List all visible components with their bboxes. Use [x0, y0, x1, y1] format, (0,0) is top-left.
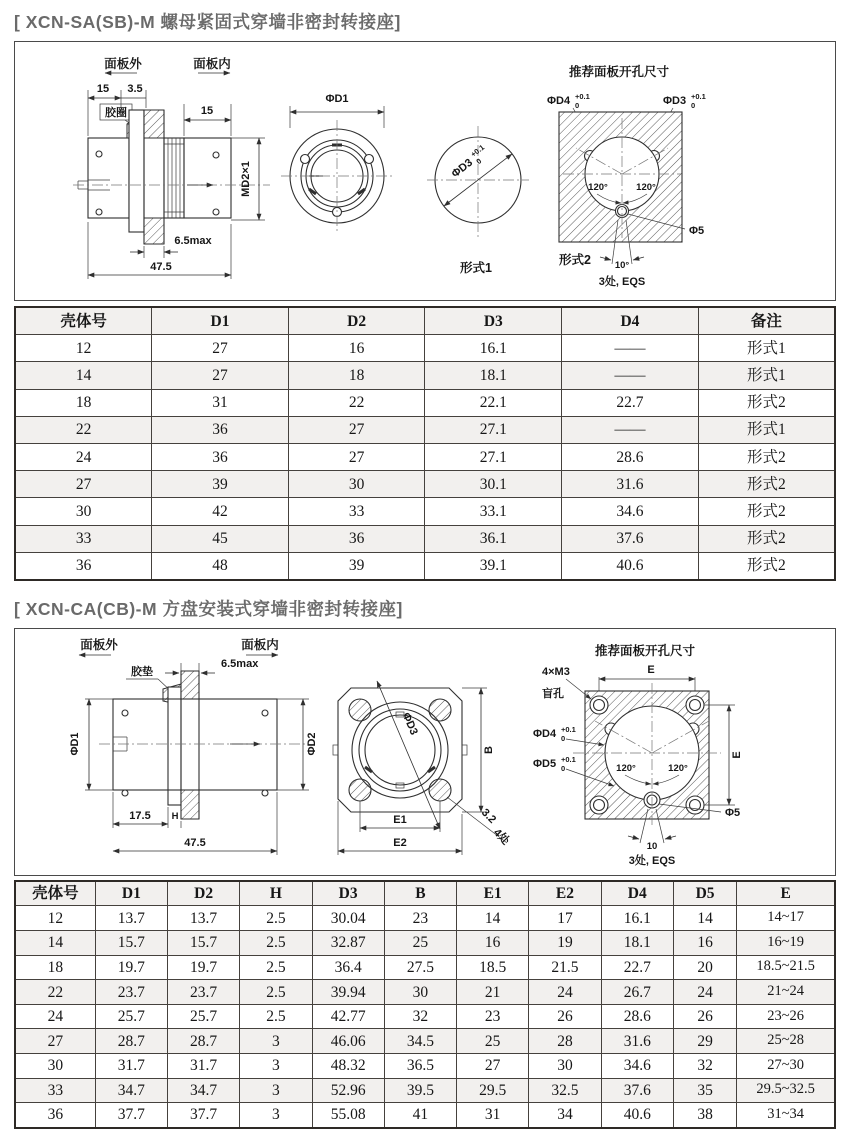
column-header: 壳体号: [15, 881, 95, 906]
angle-120-right: 120°: [668, 762, 688, 774]
places-note: 3处, EQS: [628, 854, 676, 867]
table-cell: 36: [288, 525, 425, 552]
table-row: [15, 471, 835, 498]
table-cell: 31.6: [562, 471, 699, 498]
dim-d2-label: [306, 732, 318, 755]
table-cell: 2.5: [240, 1004, 312, 1029]
table-cell: 31.6: [601, 1029, 673, 1054]
section1-technical-drawing: [15, 42, 835, 295]
places-note: 3处, EQS: [598, 276, 646, 288]
left-shell-body: [88, 138, 129, 218]
mounting-hole: [429, 699, 451, 721]
screw-hole: [686, 696, 704, 714]
table-row: [15, 980, 835, 1005]
bayonet-lug: [301, 155, 310, 164]
table-cell: 18.5~21.5: [737, 955, 835, 980]
svg-text:4处: 4处: [490, 826, 512, 848]
blind-hole-label: 盲孔: [542, 687, 564, 700]
table-cell: 3: [240, 1103, 312, 1128]
table-cell: 3: [240, 1078, 312, 1103]
table-cell: 32.5: [529, 1078, 601, 1103]
table-cell: 38: [673, 1103, 736, 1128]
table-cell: 27: [457, 1054, 529, 1079]
column-header: B: [384, 881, 456, 906]
table-cell: 36: [152, 416, 289, 443]
section1-title: [ XCN-SA(SB)-M 螺母紧固式穿墙非密封转接座]: [14, 12, 401, 32]
angle-10-label: 10: [646, 840, 658, 852]
table-cell: 36.1: [425, 525, 562, 552]
column-header: D1: [95, 881, 167, 906]
column-header: D2: [288, 307, 425, 335]
table-cell: 2.5: [240, 906, 312, 931]
table-row: [15, 1078, 835, 1103]
table-cell: 23: [457, 1004, 529, 1029]
column-header: D3: [312, 881, 384, 906]
table-cell: ——: [562, 362, 699, 389]
table-cell: 37.6: [562, 525, 699, 552]
table-cell: ——: [562, 416, 699, 443]
coupling-nut: [164, 138, 184, 218]
table-cell: 32: [673, 1054, 736, 1079]
right-shell-body: [184, 138, 231, 218]
table-header-row: [15, 307, 835, 335]
side-section-view: [73, 56, 270, 279]
table-cell: 32: [384, 1004, 456, 1029]
cutout-title: 推荐面板开孔尺寸: [568, 65, 670, 79]
table-cell: 形式1: [698, 362, 835, 389]
table-cell: 18.1: [425, 362, 562, 389]
table-cell: 14: [673, 906, 736, 931]
table-cell: 39: [288, 552, 425, 580]
flange-plate: [129, 110, 144, 232]
section-xcn-ca: [14, 596, 836, 1129]
table-cell: 42: [152, 498, 289, 525]
table-cell: 12: [15, 906, 95, 931]
dim-d4-tolerance-label: [547, 92, 590, 110]
table-cell: 23~26: [737, 1004, 835, 1029]
table-cell: 27: [152, 362, 289, 389]
dim-3-5: 3.5: [127, 83, 143, 95]
column-header: D3: [425, 307, 562, 335]
table-cell: 23.7: [95, 980, 167, 1005]
panel-wall-upper: [181, 671, 199, 699]
svg-text:+0.1: +0.1: [561, 754, 576, 764]
svg-text:ΦD5: ΦD5: [533, 757, 557, 770]
table-cell: 18.1: [601, 931, 673, 956]
table-cell: 22.1: [425, 389, 562, 416]
table-cell: 2.5: [240, 980, 312, 1005]
table-cell: 26.7: [601, 980, 673, 1005]
dim-d1-label: ΦD1: [325, 93, 349, 105]
table-cell: 36.5: [384, 1054, 456, 1079]
type1-caption: 形式1: [460, 261, 492, 275]
section1-spec-table: [14, 306, 836, 581]
column-header: D5: [673, 881, 736, 906]
svg-text:ΦD3: ΦD3: [663, 95, 687, 107]
dim-d1-label: [69, 732, 81, 755]
section1-drawing-box: [14, 41, 836, 301]
column-header: 壳体号: [15, 307, 152, 335]
column-header: D4: [562, 307, 699, 335]
table-cell: ——: [562, 335, 699, 362]
svg-text:B: B: [483, 745, 495, 754]
table-cell: 34.7: [95, 1078, 167, 1103]
svg-text:0: 0: [691, 101, 696, 110]
section2-technical-drawing: [15, 629, 835, 870]
table-row: [15, 1103, 835, 1128]
table-cell: 16: [457, 931, 529, 956]
section-xcn-sa: [14, 9, 836, 581]
svg-text:ΦD3: ΦD3: [399, 710, 420, 737]
table-cell: 30: [384, 980, 456, 1005]
table-row: [15, 362, 835, 389]
table-cell: 39: [152, 471, 289, 498]
table-cell: 24: [15, 443, 152, 470]
table-cell: 21.5: [529, 955, 601, 980]
table-cell: 12: [15, 335, 152, 362]
table-row: [15, 389, 835, 416]
dim-e1-label: E1: [393, 813, 407, 826]
table-cell: 形式1: [698, 416, 835, 443]
dim-e2-label: E2: [393, 836, 407, 849]
table-cell: 41: [384, 1103, 456, 1128]
table-cell: 18: [15, 955, 95, 980]
table-cell: 30: [288, 471, 425, 498]
table-cell: 37.7: [167, 1103, 239, 1128]
table-cell: 30: [15, 498, 152, 525]
surface-roughness-label: [479, 807, 498, 826]
table-cell: 22.7: [601, 955, 673, 980]
table-cell: 26: [673, 1004, 736, 1029]
table-cell: 27~30: [737, 1054, 835, 1079]
table-cell: 20: [673, 955, 736, 980]
dim-d4-tolerance-label: [533, 725, 576, 743]
table-cell: 40.6: [601, 1103, 673, 1128]
svg-text:MD2×1: MD2×1: [240, 161, 252, 197]
table-row: [15, 1029, 835, 1054]
svg-text:0: 0: [561, 733, 566, 743]
panel-wall-lower: [144, 218, 164, 244]
table-cell: 29.5: [457, 1078, 529, 1103]
table-row: [15, 443, 835, 470]
table-cell: 18.5: [457, 955, 529, 980]
screw-hole: [590, 796, 608, 814]
places-4-label: [491, 825, 513, 847]
panel-inside-label: 面板内: [193, 57, 231, 71]
svg-text:ΦD3: ΦD3: [449, 156, 476, 181]
table-cell: 30: [529, 1054, 601, 1079]
table-cell: 39.1: [425, 552, 562, 580]
table-cell: 26: [529, 1004, 601, 1029]
table-cell: 14: [15, 931, 95, 956]
table-cell: 形式2: [698, 525, 835, 552]
table-cell: 22: [15, 980, 95, 1005]
table-cell: 40.6: [562, 552, 699, 580]
dim-h-label: H: [171, 810, 179, 822]
table-cell: 形式2: [698, 498, 835, 525]
table-cell: 22: [15, 416, 152, 443]
svg-text:0: 0: [474, 156, 484, 167]
table-cell: 2.5: [240, 931, 312, 956]
table-cell: 21: [457, 980, 529, 1005]
mounting-hole: [349, 779, 371, 801]
table-cell: 22: [288, 389, 425, 416]
table-cell: 3: [240, 1054, 312, 1079]
table-row: [15, 1004, 835, 1029]
table-cell: 39.94: [312, 980, 384, 1005]
table-cell: 33: [288, 498, 425, 525]
svg-text:ΦD4: ΦD4: [533, 727, 557, 740]
table-cell: 24: [673, 980, 736, 1005]
table-cell: 36: [152, 443, 289, 470]
column-header: D2: [167, 881, 239, 906]
table-row: [15, 906, 835, 931]
table-cell: 29.5~32.5: [737, 1078, 835, 1103]
table-cell: 形式2: [698, 471, 835, 498]
table-cell: 27.5: [384, 955, 456, 980]
table-cell: 36.4: [312, 955, 384, 980]
table-cell: 25: [384, 931, 456, 956]
dim-15-right: 15: [200, 105, 214, 117]
dim-b-label: [483, 746, 495, 754]
table-cell: 13.7: [167, 906, 239, 931]
svg-text:+0.1: +0.1: [561, 724, 576, 734]
table-cell: 28.7: [95, 1029, 167, 1054]
table-cell: 34.5: [384, 1029, 456, 1054]
table-cell: 28.6: [562, 443, 699, 470]
table-cell: 28.7: [167, 1029, 239, 1054]
table-cell: 19: [529, 931, 601, 956]
table-cell: 22.7: [562, 389, 699, 416]
panel-wall-upper: [144, 110, 164, 138]
svg-text:ΦD4: ΦD4: [547, 95, 571, 107]
table-cell: 25~28: [737, 1029, 835, 1054]
table-cell: 30.04: [312, 906, 384, 931]
dim-6-5max: 6.5max: [221, 657, 259, 670]
table-cell: 45: [152, 525, 289, 552]
flange-plate: [168, 687, 181, 805]
table-cell: 36: [15, 1103, 95, 1128]
table-cell: 16.1: [601, 906, 673, 931]
table-cell: 30: [15, 1054, 95, 1079]
table-row: [15, 1054, 835, 1079]
table-cell: 27: [288, 443, 425, 470]
table-cell: 31.7: [95, 1054, 167, 1079]
table-cell: 25.7: [167, 1004, 239, 1029]
table-cell: 17: [529, 906, 601, 931]
side-section-view: [69, 637, 318, 855]
table-cell: 31: [152, 389, 289, 416]
table-cell: 37.6: [601, 1078, 673, 1103]
dim-phi5-label: Φ5: [689, 225, 705, 237]
table-cell: 35: [673, 1078, 736, 1103]
screw-hole: [590, 696, 608, 714]
table-cell: 48.32: [312, 1054, 384, 1079]
section2-drawing-box: [14, 628, 836, 876]
table-cell: 33.1: [425, 498, 562, 525]
table-cell: 55.08: [312, 1103, 384, 1128]
table-cell: 形式2: [698, 552, 835, 580]
screws-4xm3-label: 4×M3: [542, 665, 570, 678]
table-cell: 37.7: [95, 1103, 167, 1128]
panel-inside-label: 面板内: [241, 637, 279, 652]
table-cell: 33: [15, 525, 152, 552]
rubber-ring-label: 胶圈: [105, 107, 127, 119]
table-cell: 34.6: [562, 498, 699, 525]
dim-17-5: 17.5: [129, 809, 151, 822]
table-cell: 32.87: [312, 931, 384, 956]
cutout-title: 推荐面板开孔尺寸: [594, 643, 696, 658]
table-cell: 24: [15, 1004, 95, 1029]
table-cell: 48: [152, 552, 289, 580]
mounting-hole: [349, 699, 371, 721]
column-header: D1: [152, 307, 289, 335]
thread-spec-label: [240, 161, 252, 197]
table-cell: 27: [15, 1029, 95, 1054]
front-face-view: [281, 93, 393, 234]
table-cell: 29: [673, 1029, 736, 1054]
table-cell: 27.1: [425, 443, 562, 470]
table-cell: 25: [457, 1029, 529, 1054]
table-row: [15, 525, 835, 552]
panel-cutout-view: [547, 64, 706, 288]
table-cell: 16: [288, 335, 425, 362]
table-cell: 31.7: [167, 1054, 239, 1079]
type1-cutout-view: [427, 126, 529, 275]
table-cell: 33: [15, 1078, 95, 1103]
svg-text:3.2: 3.2: [478, 806, 499, 826]
table-cell: 14: [457, 906, 529, 931]
dim-d3-diagonal-label: [448, 143, 492, 183]
table-row: [15, 552, 835, 580]
panel-wall-lower: [181, 790, 199, 819]
table-cell: 39.5: [384, 1078, 456, 1103]
table-cell: 46.06: [312, 1029, 384, 1054]
panel-outside-label: 面板外: [80, 637, 118, 652]
svg-text:ΦD1: ΦD1: [69, 732, 81, 756]
table-cell: 23: [384, 906, 456, 931]
dim-d3-tolerance-label: [663, 92, 706, 110]
column-header: E1: [457, 881, 529, 906]
column-header: H: [240, 881, 312, 906]
column-header: E2: [529, 881, 601, 906]
bayonet-lug: [365, 155, 374, 164]
table-row: [15, 931, 835, 956]
angle-10-label: 10°: [614, 260, 630, 271]
table-cell: 19.7: [95, 955, 167, 980]
dim-phi5-label: Φ5: [725, 806, 741, 819]
table-cell: 31~34: [737, 1103, 835, 1128]
dim-d3-diagonal-label: [400, 711, 420, 737]
table-cell: 27: [15, 471, 152, 498]
table-cell: 18: [15, 389, 152, 416]
svg-text:ΦD2: ΦD2: [306, 732, 318, 756]
table-cell: 14~17: [737, 906, 835, 931]
column-header: 备注: [698, 307, 835, 335]
table-cell: 15.7: [167, 931, 239, 956]
table-cell: 28: [529, 1029, 601, 1054]
table-cell: 34.6: [601, 1054, 673, 1079]
table-row: [15, 335, 835, 362]
table-cell: 28.6: [601, 1004, 673, 1029]
table-cell: 形式2: [698, 389, 835, 416]
panel-outside-label: 面板外: [104, 57, 142, 71]
svg-text:+0.1: +0.1: [468, 142, 487, 160]
table-cell: 52.96: [312, 1078, 384, 1103]
table-cell: 42.77: [312, 1004, 384, 1029]
angle-120-left: 120°: [588, 182, 608, 193]
table-cell: 30.1: [425, 471, 562, 498]
rubber-pad-label: 胶垫: [131, 665, 153, 678]
table-cell: 36: [15, 552, 152, 580]
dim-15-left: 15: [96, 83, 110, 95]
table-cell: 34: [529, 1103, 601, 1128]
table-row: [15, 498, 835, 525]
table-cell: 24: [529, 980, 601, 1005]
table-cell: 15.7: [95, 931, 167, 956]
type2-caption: 形式2: [559, 253, 591, 267]
table-cell: 16~19: [737, 931, 835, 956]
square-flange-view: [333, 681, 513, 855]
table-row: [15, 416, 835, 443]
table-cell: 16.1: [425, 335, 562, 362]
table-cell: 形式1: [698, 335, 835, 362]
table-cell: 16: [673, 931, 736, 956]
table-cell: 2.5: [240, 955, 312, 980]
dim-47-5: 47.5: [150, 261, 172, 273]
svg-text:+0.1: +0.1: [691, 92, 706, 101]
column-header: E: [737, 881, 835, 906]
table-cell: 3: [240, 1029, 312, 1054]
svg-text:E: E: [731, 751, 743, 759]
angle-120-left: 120°: [616, 762, 636, 774]
column-header: D4: [601, 881, 673, 906]
shell-body: [113, 699, 277, 790]
angle-120-right: 120°: [636, 182, 656, 193]
table-cell: 形式2: [698, 443, 835, 470]
table-cell: 18: [288, 362, 425, 389]
table-cell: 31: [457, 1103, 529, 1128]
svg-text:+0.1: +0.1: [575, 92, 590, 101]
table-header-row: [15, 881, 835, 906]
svg-text:0: 0: [561, 763, 566, 773]
dim-6-5max: 6.5max: [174, 235, 212, 247]
section2-title: [ XCN-CA(CB)-M 方盘安装式穿墙非密封转接座]: [14, 598, 403, 619]
table-cell: 34.7: [167, 1078, 239, 1103]
table-cell: 19.7: [167, 955, 239, 980]
table-cell: 25.7: [95, 1004, 167, 1029]
table-cell: 23.7: [167, 980, 239, 1005]
table-cell: 21~24: [737, 980, 835, 1005]
dim-47-5: 47.5: [184, 836, 206, 849]
table-cell: 27.1: [425, 416, 562, 443]
table-cell: 14: [15, 362, 152, 389]
dim-e-top-label: E: [647, 663, 655, 676]
svg-text:0: 0: [575, 101, 580, 110]
table-row: [15, 955, 835, 980]
dim-e-right-label: [731, 751, 743, 758]
screw-hole: [686, 796, 704, 814]
section2-spec-table: [14, 880, 836, 1129]
table-cell: 13.7: [95, 906, 167, 931]
table-cell: 27: [288, 416, 425, 443]
table-cell: 27: [152, 335, 289, 362]
panel-cutout-view: [533, 643, 743, 867]
